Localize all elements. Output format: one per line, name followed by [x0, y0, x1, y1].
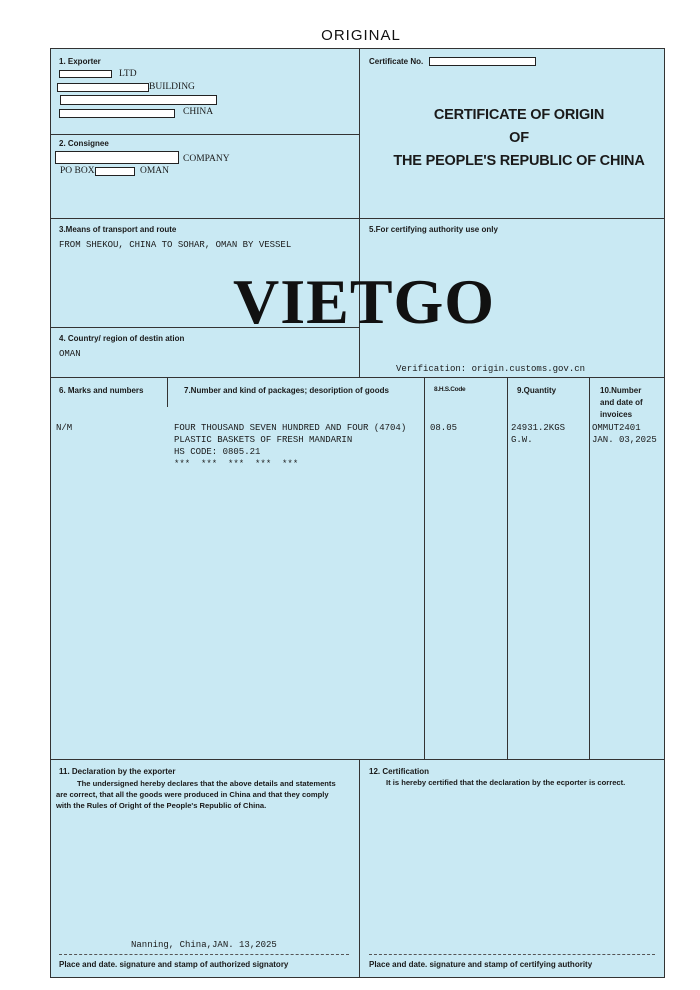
certificate-title-line1: CERTIFICATE OF ORIGIN — [433, 107, 605, 123]
col-invoice-header-3: invoices — [600, 410, 633, 419]
declaration-text-line3: with the Rules of Oright of the People's Republic of China. — [56, 801, 267, 810]
consignee-po-box: PO BOX — [60, 166, 95, 176]
redacted-consignee-name — [55, 151, 179, 164]
divider-col-quantity — [507, 377, 508, 759]
col-invoice-header-2: and date of — [600, 398, 643, 407]
divider-col-invoice — [589, 377, 590, 759]
description-line1: FOUR THOUSAND SEVEN HUNDRED AND FOUR (4704) — [174, 423, 407, 433]
redacted-certificate-number — [429, 57, 536, 66]
consignee-country: OMAN — [140, 166, 170, 176]
col-quantity-header: 9.Quantity — [517, 386, 557, 395]
hs-code-value: 08.05 — [430, 423, 458, 433]
certificate-number-label: Certificate No. — [369, 57, 424, 66]
vietgo-watermark: VIETGO — [233, 266, 496, 337]
description-line4: *** *** *** *** *** — [174, 459, 299, 469]
divider-exporter-consignee — [51, 134, 359, 135]
declaration-footer: Place and date. signature and stamp of authorized signatory — [59, 960, 289, 969]
col-description-header: 7.Number and kind of packages; desoription of goods — [184, 386, 389, 395]
divider-goods-bottom — [51, 759, 664, 760]
quantity-unit: G.W. — [511, 435, 533, 445]
quantity-value: 24931.2KGS — [511, 423, 566, 433]
divider-top-goods — [51, 377, 664, 378]
exporter-line4: CHINA — [183, 107, 214, 117]
consignee-company: COMPANY — [183, 154, 230, 164]
col-invoice-header-1: 10.Number — [600, 386, 642, 395]
exporter-label: 1. Exporter — [59, 57, 101, 66]
col-hs-header: 8.H.S.Code — [434, 386, 466, 393]
divider-col-marks — [167, 377, 168, 407]
redacted-exporter-city — [59, 109, 175, 118]
col-marks-header: 6. Marks and numbers — [59, 386, 144, 395]
certification-footer: Place and date. signature and stamp of certifying authority — [369, 960, 593, 969]
marks-value: N/M — [56, 423, 73, 433]
certificate-title-line2: OF — [509, 130, 529, 146]
divider-bottom-vertical — [359, 759, 360, 977]
certificate-form — [50, 48, 665, 978]
transport-label: 3.Means of transport and route — [59, 225, 177, 234]
redacted-po-box-number — [95, 167, 135, 176]
redacted-exporter-street — [60, 95, 217, 105]
certificate-title-line3: THE PEOPLE'S REPUBLIC OF CHINA — [393, 153, 645, 169]
exporter-line1: LTD — [119, 69, 137, 79]
consignee-label: 2. Consignee — [59, 139, 109, 148]
declaration-text-line2: are correct, that all the goods were produced in China and that they comply — [56, 790, 329, 799]
transport-route: FROM SHEKOU, CHINA TO SOHAR, OMAN BY VESSEL — [59, 240, 292, 250]
declaration-label: 11. Declaration by the exporter — [59, 767, 176, 776]
certification-signature-line — [369, 954, 655, 955]
redacted-exporter-building — [57, 83, 149, 92]
destination-label: 4. Country/ region of destin ation — [59, 334, 185, 343]
certification-text: It is hereby certified that the declaration by the ecporter is correct. — [386, 778, 626, 787]
declaration-place-date: Nanning, China,JAN. 13,2025 — [131, 940, 277, 950]
declaration-signature-line — [59, 954, 349, 955]
divider-col-hs — [424, 377, 425, 759]
divider-box2-box3 — [51, 218, 664, 219]
description-line2: PLASTIC BASKETS OF FRESH MANDARIN — [174, 435, 353, 445]
document-title: ORIGINAL — [321, 27, 401, 44]
invoice-number: OMMUT2401 — [592, 423, 641, 433]
certification-label: 12. Certification — [369, 767, 430, 776]
invoice-date: JAN. 03,2025 — [592, 435, 657, 445]
declaration-text-line1: The undersigned hereby declares that the above details and statements — [77, 779, 336, 788]
verification-url: Verification: origin.customs.gov.cn — [396, 364, 586, 374]
destination-value: OMAN — [59, 349, 81, 359]
description-line3: HS CODE: 0805.21 — [174, 447, 261, 457]
redacted-exporter-name — [59, 70, 112, 78]
certifying-use-label: 5.For certifying authority use only — [369, 225, 498, 234]
exporter-line2: BUILDING — [149, 82, 195, 92]
